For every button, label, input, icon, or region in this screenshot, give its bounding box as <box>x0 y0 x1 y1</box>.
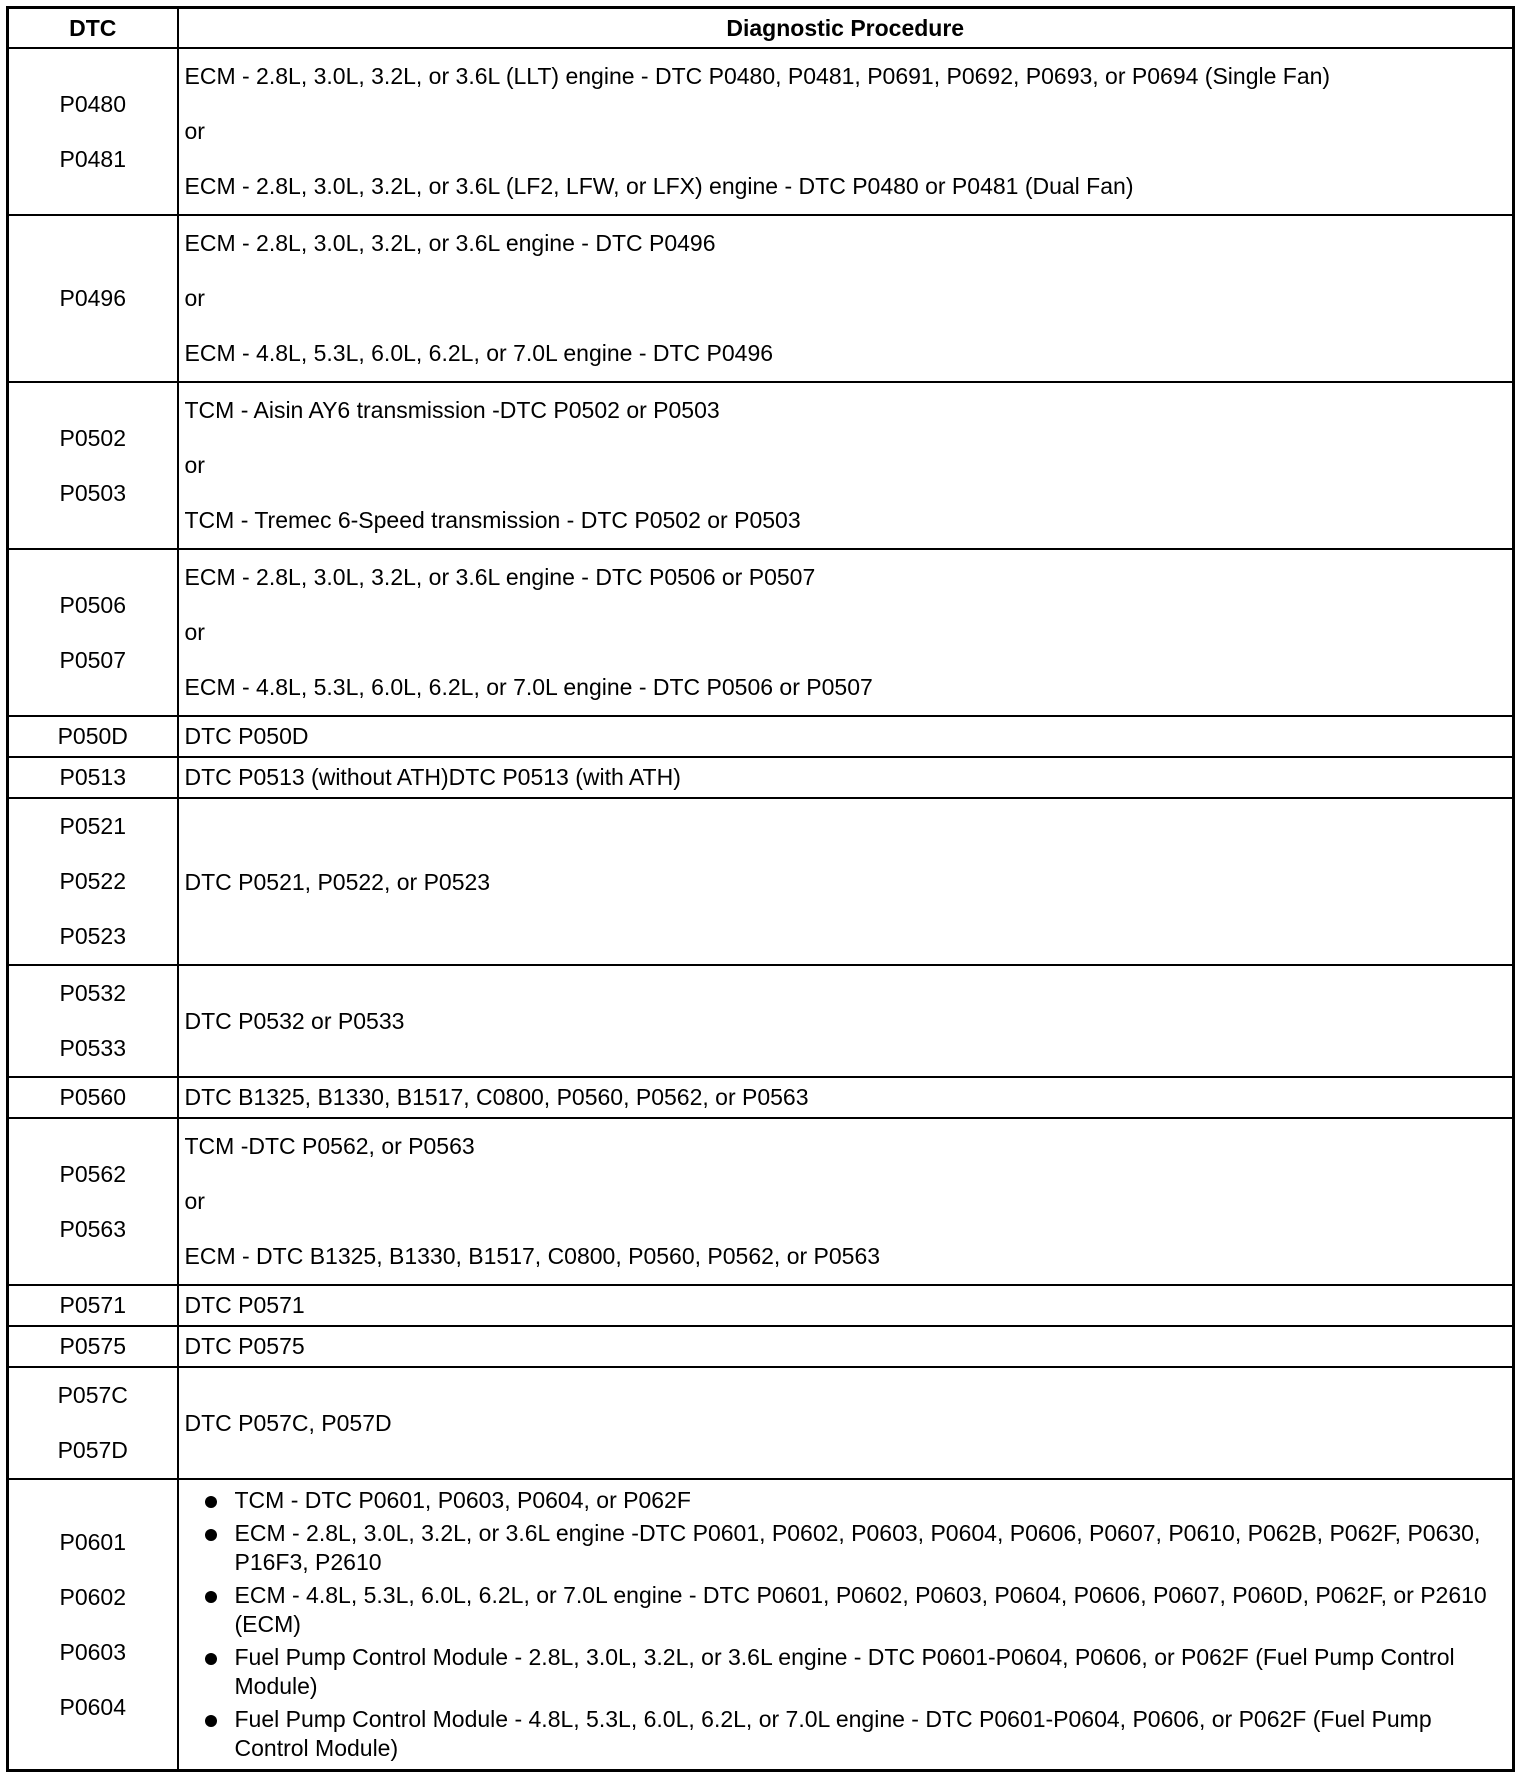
procedure-link[interactable]: ECM - 2.8L, 3.0L, 3.2L, or 3.6L (LF2, LFW, or LFX) engine - DTC P0480 or P0481 (Dual Fan) <box>184 173 1134 199</box>
procedure-link[interactable]: TCM - Tremec 6-Speed transmission - DTC P0502 or P0503 <box>184 507 801 533</box>
table-row <box>8 1367 1514 1479</box>
procedure-or: or <box>184 118 205 144</box>
dtc-code: P0604 <box>59 1693 126 1720</box>
procedure-cell <box>178 215 1514 382</box>
table-row <box>8 215 1514 382</box>
header-dtc: DTC <box>8 8 178 49</box>
dtc-cell <box>8 1326 178 1367</box>
table-row <box>8 798 1514 965</box>
procedure-link[interactable]: ECM - DTC B1325, B1330, B1517, C0800, P0560, P0562, or P0563 <box>184 1243 881 1269</box>
dtc-cell <box>8 1285 178 1326</box>
procedure-link[interactable]: ECM - 2.8L, 3.0L, 3.2L, or 3.6L (LLT) engine - DTC P0480, P0481, P0691, P0692, P0693, or P0694 (Single Fan) <box>184 63 1331 89</box>
procedure-link[interactable]: DTC P0513 (without ATH)DTC P0513 (with ATH) <box>184 764 681 790</box>
dtc-cell <box>8 1118 178 1285</box>
header-diagnostic-procedure: Diagnostic Procedure <box>178 8 1514 49</box>
dtc-code: P0513 <box>59 764 126 790</box>
dtc-code: P0560 <box>59 1084 126 1110</box>
procedure-cell <box>178 48 1514 215</box>
table-row <box>8 1285 1514 1326</box>
procedure-cell <box>178 757 1514 798</box>
dtc-code: P0562 <box>59 1160 126 1187</box>
table-row <box>8 716 1514 757</box>
procedure-link[interactable]: DTC P0571 <box>184 1292 305 1318</box>
dtc-code: P050D <box>57 723 128 749</box>
list-item <box>185 1705 1507 1763</box>
dtc-table-container <box>6 6 1515 1772</box>
table-row <box>8 1479 1514 1771</box>
procedure-link[interactable]: DTC P050D <box>184 723 309 749</box>
dtc-code: P0503 <box>59 479 126 506</box>
procedure-link[interactable]: DTC P057C, P057D <box>184 1410 392 1436</box>
procedure-cell <box>178 1077 1514 1118</box>
procedure-cell <box>178 716 1514 757</box>
procedure-or: or <box>184 452 205 478</box>
procedure-cell <box>178 1118 1514 1285</box>
procedure-link[interactable]: ECM - 4.8L, 5.3L, 6.0L, 6.2L, or 7.0L engine - DTC P0506 or P0507 <box>184 674 873 700</box>
dtc-code: P0522 <box>59 868 126 894</box>
procedure-link[interactable]: ECM - 2.8L, 3.0L, 3.2L, or 3.6L engine - DTC P0496 <box>184 230 716 256</box>
bullet-icon <box>205 1591 217 1603</box>
bullet-icon <box>205 1529 217 1541</box>
table-row <box>8 757 1514 798</box>
procedure-cell <box>178 965 1514 1077</box>
table-row <box>8 382 1514 549</box>
dtc-code: P057C <box>57 1382 128 1408</box>
dtc-code: P0602 <box>59 1583 126 1610</box>
dtc-code: P0496 <box>59 285 126 311</box>
table-row <box>8 965 1514 1077</box>
list-item <box>185 1519 1507 1577</box>
procedure-link[interactable]: DTC P0521, P0522, or P0523 <box>184 868 491 895</box>
dtc-code: P0523 <box>59 923 126 949</box>
bullet-icon <box>205 1715 217 1727</box>
procedure-link[interactable]: TCM -DTC P0562, or P0563 <box>184 1133 475 1159</box>
dtc-cell <box>8 1077 178 1118</box>
procedure-link[interactable]: ECM - 2.8L, 3.0L, 3.2L, or 3.6L engine - DTC P0506 or P0507 <box>184 564 816 590</box>
table-row <box>8 1077 1514 1118</box>
procedure-cell <box>178 1285 1514 1326</box>
dtc-cell <box>8 1367 178 1479</box>
procedure-link[interactable]: ECM - 4.8L, 5.3L, 6.0L, 6.2L, or 7.0L engine - DTC P0601, P0602, P0603, P0604, P0606, P0607, P060D, P062F, or P2610 (ECM) <box>234 1582 1487 1637</box>
procedure-link[interactable]: ECM - 2.8L, 3.0L, 3.2L, or 3.6L engine -DTC P0601, P0602, P0603, P0604, P0606, P0607, P0610, P062B, P062F, P0630, P16F3, P2610 <box>234 1520 1481 1575</box>
list-item <box>185 1581 1507 1639</box>
dtc-cell <box>8 1479 178 1771</box>
table-row <box>8 48 1514 215</box>
dtc-code: P0563 <box>59 1215 126 1242</box>
procedure-link[interactable]: DTC B1325, B1330, B1517, C0800, P0560, P0562, or P0563 <box>184 1084 809 1110</box>
dtc-cell <box>8 965 178 1077</box>
procedure-or: or <box>184 619 205 645</box>
list-item <box>185 1486 1507 1515</box>
dtc-code: P0601 <box>59 1528 126 1555</box>
bullet-icon <box>205 1496 217 1508</box>
procedure-link[interactable]: TCM - DTC P0601, P0603, P0604, or P062F <box>234 1487 691 1513</box>
dtc-cell <box>8 757 178 798</box>
dtc-code: P0575 <box>59 1333 126 1359</box>
dtc-code: P0571 <box>59 1292 126 1318</box>
dtc-cell <box>8 215 178 382</box>
dtc-code: P0532 <box>59 980 126 1006</box>
dtc-code: P057D <box>57 1437 128 1463</box>
dtc-cell <box>8 798 178 965</box>
procedure-cell <box>178 1367 1514 1479</box>
dtc-code: P0507 <box>59 646 126 673</box>
dtc-cell <box>8 382 178 549</box>
dtc-cell <box>8 716 178 757</box>
bullet-icon <box>205 1653 217 1665</box>
procedure-cell <box>178 1479 1514 1771</box>
table-row <box>8 1326 1514 1367</box>
procedure-link[interactable]: TCM - Aisin AY6 transmission -DTC P0502 or P0503 <box>184 397 720 423</box>
dtc-code: P0502 <box>59 424 126 451</box>
table-row <box>8 1118 1514 1285</box>
procedure-cell <box>178 549 1514 716</box>
table-row <box>8 549 1514 716</box>
dtc-table <box>6 6 1515 1772</box>
procedure-link[interactable]: Fuel Pump Control Module - 2.8L, 3.0L, 3.2L, or 3.6L engine - DTC P0601-P0604, P0606, or P062F (Fuel Pump Control Module) <box>234 1644 1455 1699</box>
dtc-cell <box>8 549 178 716</box>
procedure-link[interactable]: Fuel Pump Control Module - 4.8L, 5.3L, 6.0L, 6.2L, or 7.0L engine - DTC P0601-P0604, P0606, or P062F (Fuel Pump Control Module) <box>234 1706 1432 1761</box>
list-item <box>185 1643 1507 1701</box>
procedure-or: or <box>184 285 205 311</box>
dtc-code: P0481 <box>59 145 126 172</box>
procedure-cell <box>178 382 1514 549</box>
procedure-or: or <box>184 1188 205 1214</box>
procedure-link[interactable]: ECM - 4.8L, 5.3L, 6.0L, 6.2L, or 7.0L engine - DTC P0496 <box>184 340 774 366</box>
dtc-code: P0480 <box>59 90 126 117</box>
dtc-code: P0506 <box>59 591 126 618</box>
procedure-cell <box>178 1326 1514 1367</box>
procedure-bullet-list <box>185 1486 1507 1763</box>
dtc-code: P0521 <box>59 813 126 839</box>
procedure-link[interactable]: DTC P0532 or P0533 <box>184 1008 405 1034</box>
table-header-row <box>8 8 1514 49</box>
dtc-code: P0603 <box>59 1638 126 1665</box>
dtc-code: P0533 <box>59 1035 126 1061</box>
procedure-cell <box>178 798 1514 965</box>
procedure-link[interactable]: DTC P0575 <box>184 1333 305 1359</box>
dtc-cell <box>8 48 178 215</box>
